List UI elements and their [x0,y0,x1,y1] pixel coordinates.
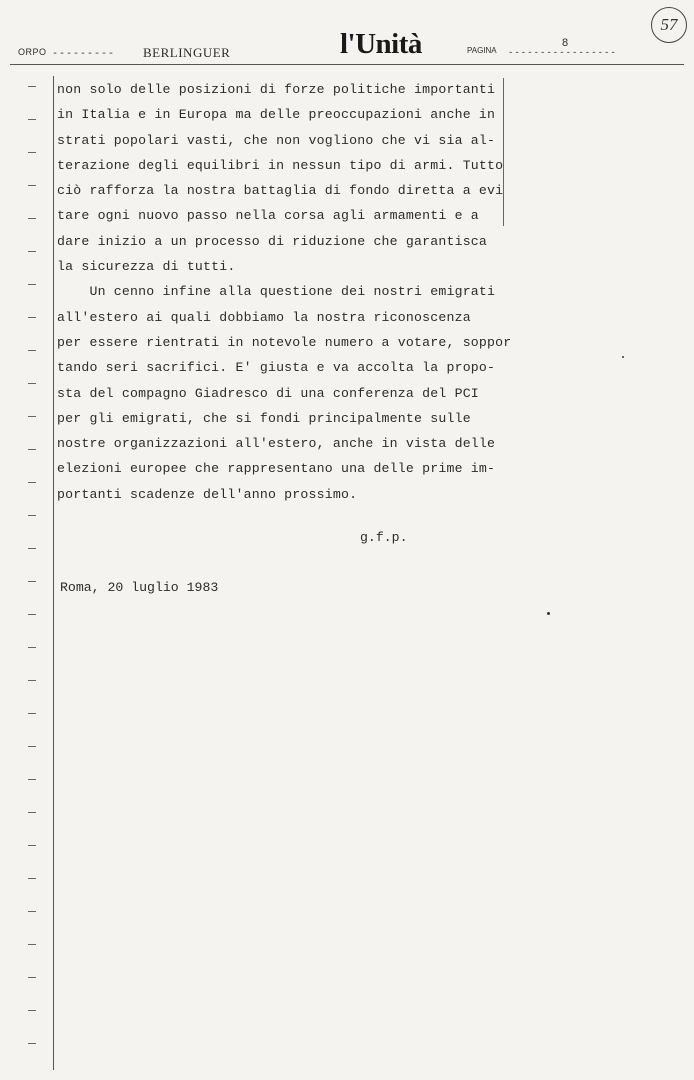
ink-speck [547,612,550,615]
pagina-fill-line: ----------------- [508,48,617,58]
body-line: tando seri sacrifici. E' giusta e va accolta la propo- [57,360,496,376]
page-stamp: 57 [651,7,687,43]
body-line: tare ogni nuovo passo nella corsa agli armamenti e a [57,208,479,224]
pagina-label: PAGINA [467,46,497,55]
corpo-label: ORPO [18,47,47,57]
body-line: sta del compagno Giadresco di una conferenza del PCI [57,385,479,401]
ink-speck [622,356,624,358]
signature-initials: g.f.p. [360,530,408,545]
body-line: nostre organizzazioni all'estero, anche in vista delle [57,436,496,452]
body-line: Un cenno infine alla questione dei nostri emigrati [57,284,496,300]
body-line: dare inizio a un processo di riduzione che garantisca [57,233,488,249]
body-line: portanti scadenze dell'anno prossimo. [57,486,358,502]
body-line: la sicurezza di tutti. [57,259,236,275]
body-line: in Italia e in Europa ma delle preoccupazioni anche in [57,107,496,123]
body-line: terazione degli equilibri in nessun tipo di armi. Tutto [57,157,504,173]
body-line: elezioni europee che rappresentano una delle prime im- [57,461,496,477]
corpo-fill-line: --------- [52,49,116,60]
page-number: 8 [562,37,569,49]
author-name: BERLINGUER [143,45,231,60]
margin-rule [53,76,54,1070]
body-line: ciò rafforza la nostra battaglia di fondo diretta a evi [57,183,504,199]
body-line: all'estero ai quali dobbiamo la nostra riconoscenza [57,309,471,325]
document-header [0,0,694,70]
dateline: Roma, 20 luglio 1983 [60,580,219,595]
body-line: non solo delle posizioni di forze politiche importanti [57,82,496,97]
body-line: strati popolari vasti, che non vogliono che vi sia al- [57,132,496,148]
header-rule [10,64,684,65]
body-line: per essere rientrati in notevole numero a votare, soppor [57,334,512,350]
newspaper-logo: l'Unità [340,28,422,60]
body-line: per gli emigrati, che si fondi principalmente sulle [57,410,471,426]
body-text [57,77,517,507]
